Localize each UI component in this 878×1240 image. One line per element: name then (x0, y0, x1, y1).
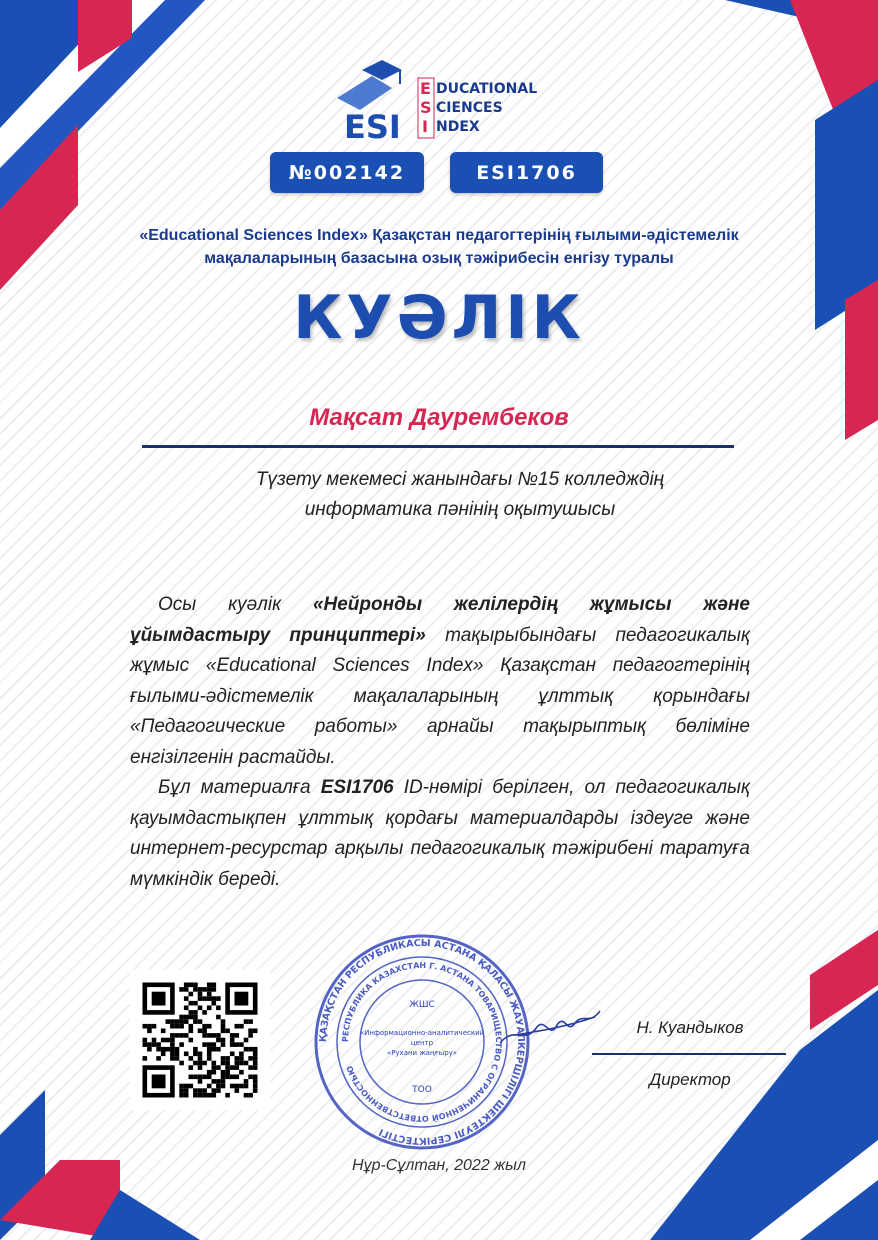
subtitle-line-1: «Educational Sciences Index» Қазақстан педагогтерінің ғылыми-әдістемелік (139, 227, 739, 244)
subtitle-line-2: мақалаларының базасына озық тәжірибесін енгізу туралы (204, 250, 674, 267)
seal-bottom-text: ТОО (412, 1085, 432, 1095)
logo-word-sciences: CIENCES (436, 100, 503, 116)
seal-center-line-2: центр (410, 1039, 434, 1047)
place-date: Нұр-Сұлтан, 2022 жыл (352, 1157, 526, 1174)
qr-code[interactable] (130, 970, 270, 1110)
logo-mark: ESI (344, 108, 401, 140)
qr-finder-pattern (152, 1075, 166, 1089)
signer-name: Н. Куандыков (636, 1018, 744, 1037)
position-line-1: Түзету мекемесі жанындағы №15 колледждің (255, 469, 665, 490)
recipient-name: Мақсат Даурембеков (309, 404, 569, 431)
seal-top-text: ЖШС (409, 1000, 435, 1010)
signer-role: Директор (649, 1070, 731, 1089)
seal-center-line-1: «Информационно-аналитический (359, 1029, 485, 1037)
body-paragraph-1: Осы куәлік «Нейронды желілердің жұмысы және ұйымдастыру принциптері» тақырыбындағы педагогикалық жұмыс «Educational Sciences Index» Қазақстан педагогтерінің ғылыми-әдістемелік мақалаларының ұлттық қорындағы «Педагогические работы» арнайы тақырыптық бөліміне енгізілгенін растайды. (130, 594, 751, 768)
certificate-subtitle (90, 224, 788, 270)
logo-word-educational: DUCATIONAL (436, 81, 538, 97)
body-paragraph-2: Бұл материалға ESI1706 ID-нөмірі берілген, ол педагогикалық қауымдастықпен ұлттық қордағы материалдарды іздеуге және интернет-ресурстар арқылы педагогикалық тәжірибені таратуға мүмкіндік береді. (130, 777, 750, 890)
certificate-number-badge: №002142 (270, 152, 424, 193)
signature-line (592, 1053, 786, 1055)
work-id: ESI1706 (320, 777, 394, 798)
seal-ring-text: РЕСПУБЛИКА КАЗАХСТАН Г. АСТАНА ТОВАРИЩЕСТВО С ОГРАНИЧЕННОЙ ОТВЕТСТВЕННОСТЬЮ (340, 960, 504, 1124)
recipient-position (150, 465, 770, 525)
mortarboard-icon (362, 60, 402, 80)
qr-finder-pattern (235, 992, 249, 1006)
esi-id-badge: ESI1706 (450, 152, 603, 193)
certificate-body (130, 590, 750, 895)
seal-outer-text: ҚАЗАҚСТАН РЕСПУБЛИКАСЫ АСТАНА ҚАЛАСЫ ЖАУАПКЕРШІЛІГІ ШЕКТЕУЛІ СЕРІКТЕСТІГІ (317, 937, 527, 1147)
esi-logo (332, 58, 552, 140)
signature (495, 1005, 605, 1055)
qr-finder-pattern (152, 992, 166, 1006)
logo-word-index: NDEX (436, 119, 480, 135)
logo-letter-e: E (420, 79, 431, 98)
position-line-2: информатика пәнінің оқытушысы (304, 499, 616, 520)
logo-letter-i: I (422, 117, 428, 136)
seal-center-line-3: «Рухани жаңғыру» (386, 1049, 458, 1057)
work-topic: «Нейронды желілердің жұмысы және ұйымдастыру принциптері» (130, 594, 750, 646)
logo-swoosh (337, 76, 392, 110)
logo-letter-s: S (420, 98, 432, 117)
name-underline (142, 445, 734, 448)
certificate-title: КУӘЛІК (293, 283, 585, 353)
